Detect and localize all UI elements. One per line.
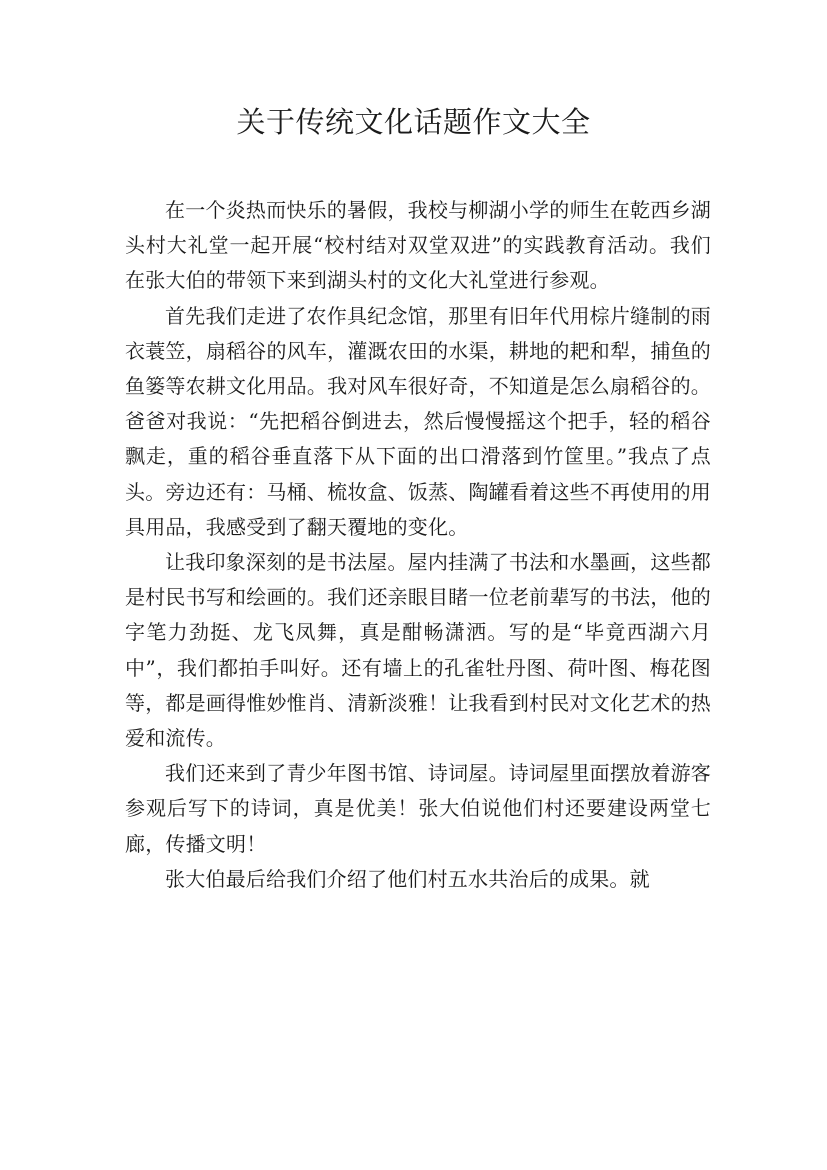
paragraph-5: 张大伯最后给我们介绍了他们村五水共治后的成果。就 <box>165 866 650 891</box>
paragraph-3: 让我印象深刻的是书法屋。屋内挂满了书法和水墨画，这些都是村民书写和绘画的。我们还亲眼目睹一位老前辈写的书法，他的字笔力劲挺、龙飞凤舞，真是酣畅潇洒。写的是“毕竟西湖六月中”，我们都拍手叫好。还有墙上的孔雀牡丹图、荷叶图、梅花图等，都是画得惟妙惟肖、清新淡雅！让我看到村民对文化艺术的热爱和流传。 <box>125 550 711 751</box>
paragraph-2: 首先我们走进了农作具纪念馆，那里有旧年代用棕片缝制的雨衣蓑笠，扇稻谷的风车，灌溉农田的水渠，耕地的耙和犁，捕鱼的鱼篓等农耕文化用品。我对风车很好奇，不知道是怎么扇稻谷的。爸爸对我说：“先把稻谷倒进去，然后慢慢摇这个把手，轻的稻谷飘走，重的稻谷垂直落下从下面的出口滑落到竹筐里。”我点了点头。旁边还有：马桶、梳妆盒、饭蒸、陶罐看着这些不再使用的用具用品，我感受到了翻天覆地的变化。 <box>125 303 711 539</box>
document-title: 关于传统文化话题作文大全 <box>236 105 591 139</box>
paragraph-4: 我们还来到了青少年图书馆、诗词屋。诗词屋里面摆放着游客参观后写下的诗词，真是优美！张大伯说他们村还要建设两堂七廊，传播文明！ <box>125 761 711 856</box>
document-body <box>125 193 711 897</box>
paragraph-1: 在一个炎热而快乐的暑假，我校与柳湖小学的师生在乾西乡湖头村大礼堂一起开展“校村结对双堂双进”的实践教育活动。我们在张大伯的带领下来到湖头村的文化大礼堂进行参观。 <box>125 198 711 293</box>
